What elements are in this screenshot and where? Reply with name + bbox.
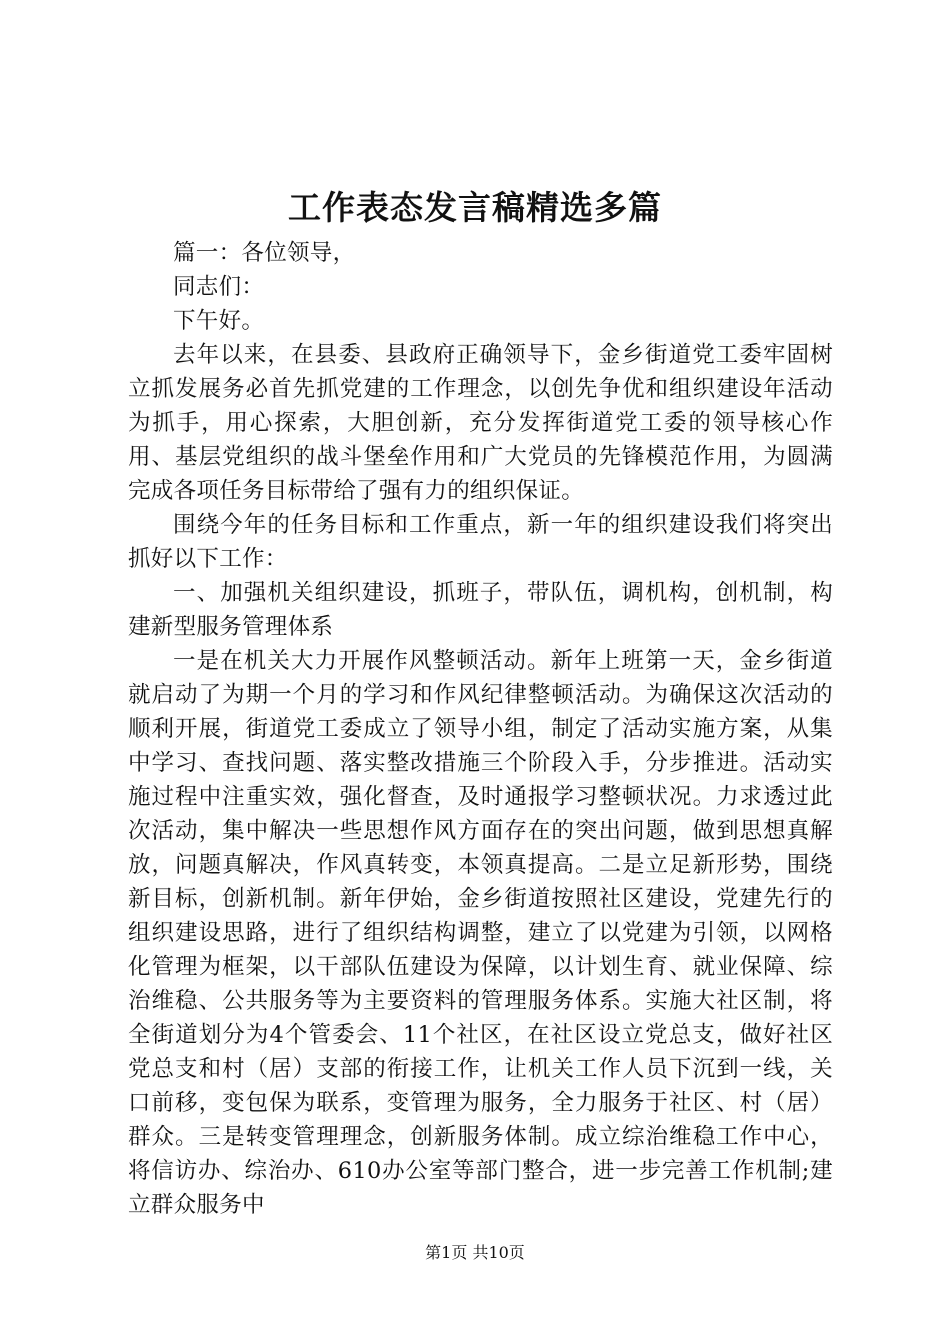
paragraph: 一是在机关大力开展作风整顿活动。新年上班第一天，金乡街道就启动了为期一个月的学习和作风纪律整顿活动。为确保这次活动的顺利开展，街道党工委成立了领导小组，制定了活动实施方案，从集中学习、查找问题、落实整改措施三个阶段入手，分步推进。活动实施过程中注重实效，强化督查，及时通报学习整顿状况。力求透过此次活动，集中解决一些思想作风方面存在的突出问题，做到思想真解放，问题真解决，作风真转变，本领真提高。二是立足新形势，围绕新目标，创新机制。新年伊始，金乡街道按照社区建设，党建先行的组织建设思路，进行了组织结构调整，建立了以党建为引领，以网格化管理为框架，以干部队伍建设为保障，以计划生育、就业保障、综治维稳、公共服务等为主要资料的管理服务体系。实施大社区制，将全街道划分为4个管委会、11个社区，在社区设立党总支，做好社区党总支和村（居）支部的衔接工作，让机关工作人员下沉到一线，关口前移，变包保为联系，变管理为服务，全力服务于社区、村（居）群众。三是转变管理理念，创新服务体制。成立综治维稳工作中心，将信访办、综治办、610办公室等部门整合，进一步完善工作机制;建立群众服务中 — [128, 648, 833, 1218]
paragraph: 篇一：各位领导， — [173, 240, 356, 266]
paragraph: 下午好。 — [173, 308, 265, 334]
paragraph: 同志们： — [173, 274, 265, 300]
paragraph: 去年以来，在县委、县政府正确领导下，金乡街道党工委牢固树立抓发展务必首先抓党建的工作理念，以创先争优和组织建设年活动为抓手，用心探索，大胆创新，充分发挥街道党工委的领导核心作用、基层党组织的战斗堡垒作用和广大党员的先锋模范作用，为圆满完成各项任务目标带给了强有力的组织保证。 — [128, 342, 833, 504]
document-body — [128, 236, 833, 1222]
document-title: 工作表态发言稿精选多篇 — [288, 188, 662, 227]
paragraph: 围绕今年的任务目标和工作重点，新一年的组织建设我们将突出抓好以下工作： — [128, 512, 833, 572]
paragraph: 一、加强机关组织建设，抓班子，带队伍，调机构，创机制，构建新型服务管理体系 — [128, 580, 833, 640]
page-footer: 第1页 共10页 — [425, 1243, 525, 1262]
